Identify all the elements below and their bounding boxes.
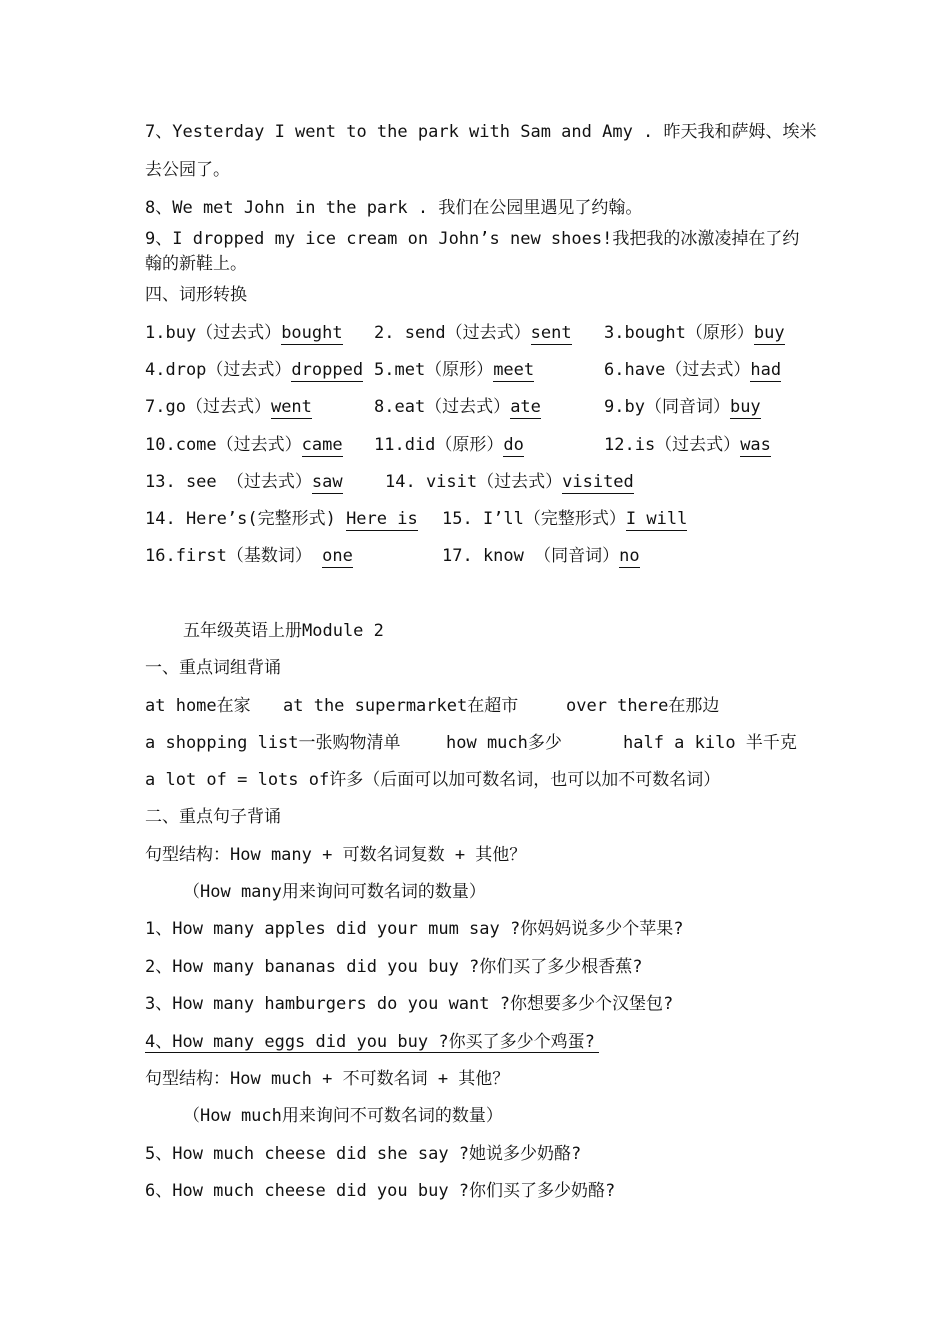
sentence-3: 3、How many hamburgers do you want ?你想要多少个汉堡包?	[145, 994, 674, 1014]
word-form-item	[604, 359, 781, 381]
word-form-prompt: 8.eat（过去式）	[374, 397, 511, 417]
word-form-item	[374, 322, 572, 344]
sentences-heading: 二、重点句子背诵	[145, 807, 281, 827]
word-form-answer: buy	[753, 323, 785, 343]
note-how-much: （How much用来询问不可数名词的数量）	[183, 1106, 503, 1126]
word-form-answer: dropped	[291, 360, 364, 380]
word-form-item	[145, 322, 343, 344]
word-form-answer: sent	[530, 323, 572, 343]
word-form-answer: came	[301, 435, 343, 455]
phrases-heading: 一、重点词组背诵	[145, 658, 281, 678]
word-form-prompt: 6.have（过去式）	[604, 360, 751, 380]
word-form-prompt: 4.drop（过去式）	[145, 360, 292, 380]
word-form-prompt: 17. know （同音词）	[442, 546, 620, 566]
sentence-4	[145, 1031, 599, 1053]
sentence-9-line-1: 9、I dropped my ice cream on John’s new shoes!我把我的冰激凌掉在了约	[145, 229, 800, 249]
sentence-7-line-2: 去公园了。	[145, 160, 230, 180]
word-form-answer: bought	[281, 323, 343, 343]
sentence-7-line-1: 7、Yesterday I went to the park with Sam and Amy . 昨天我和萨姆、埃米	[145, 122, 817, 142]
word-form-answer: meet	[493, 360, 535, 380]
word-form-answer: had	[750, 360, 782, 380]
phrase-item: over there在那边	[566, 696, 720, 716]
word-form-item	[145, 471, 343, 493]
word-form-prompt: 11.did（原形）	[374, 435, 504, 455]
sentence-5: 5、How much cheese did she say ?她说多少奶酪?	[145, 1144, 582, 1164]
phrase-item: how much多少	[446, 733, 562, 753]
word-form-answer: visited	[562, 472, 634, 492]
phrase-item: half a kilo 半千克	[623, 733, 797, 753]
word-form-item	[374, 359, 534, 381]
sentence-8: 8、We met John in the park . 我们在公园里遇见了约翰。	[145, 198, 643, 218]
word-form-item	[145, 545, 353, 567]
word-form-item	[604, 396, 761, 418]
sentence-9-line-2: 翰的新鞋上。	[145, 254, 247, 274]
word-form-prompt: 12.is（过去式）	[604, 435, 741, 455]
word-form-item	[385, 471, 634, 493]
word-form-item	[374, 396, 541, 418]
word-form-answer: Here is	[346, 509, 418, 529]
word-form-answer: do	[503, 435, 524, 455]
word-form-item	[145, 359, 363, 381]
word-form-prompt: 16.first（基数词）	[145, 546, 323, 566]
word-form-item	[145, 434, 343, 456]
word-form-prompt: 3.bought（原形）	[604, 323, 754, 343]
word-form-answer: I will	[625, 509, 688, 529]
word-form-item	[442, 545, 640, 567]
word-form-item	[374, 434, 524, 456]
structure-how-much: 句型结构：How much + 不可数名词 + 其他？	[145, 1069, 510, 1089]
word-form-prompt: 14. visit（过去式）	[385, 472, 563, 492]
word-form-item	[145, 396, 312, 418]
word-form-answer: buy	[729, 397, 761, 417]
sentence-6: 6、How much cheese did you buy ?你们买了多少奶酪?	[145, 1181, 616, 1201]
phrase-item: a lot of = lots of许多（后面可以加可数名词，也可以加不可数名词）	[145, 770, 721, 790]
sentence-4-text: 4、How many eggs did you buy ?你买了多少个鸡蛋?	[145, 1032, 599, 1053]
word-form-prompt: 9.by（同音词）	[604, 397, 730, 417]
word-form-answer: saw	[311, 472, 343, 492]
word-form-item	[604, 434, 771, 456]
word-form-prompt: 2. send（过去式）	[374, 323, 531, 343]
structure-how-many: 句型结构：How many + 可数名词复数 + 其他？	[145, 845, 527, 865]
module-title: 五年级英语上册Module 2	[183, 621, 384, 641]
word-form-prompt: 15. I’ll（完整形式）	[442, 509, 626, 529]
word-form-prompt: 1.buy（过去式）	[145, 323, 282, 343]
word-form-answer: one	[322, 546, 353, 566]
word-form-answer: went	[270, 397, 312, 417]
word-forms-heading: 四、词形转换	[145, 285, 247, 305]
word-form-item	[442, 508, 687, 530]
word-form-answer: was	[740, 435, 771, 455]
sentence-2: 2、How many bananas did you buy ?你们买了多少根香蕉?	[145, 957, 643, 977]
word-form-answer: no	[619, 546, 640, 566]
phrase-item: at home在家	[145, 696, 251, 716]
sentence-1: 1、How many apples did your mum say ?你妈妈说多少个苹果?	[145, 919, 684, 939]
word-form-prompt: 10.come（过去式）	[145, 435, 302, 455]
word-form-answer: ate	[510, 397, 541, 417]
word-form-prompt: 13. see （过去式）	[145, 472, 312, 492]
phrase-item: at the supermarket在超市	[283, 696, 519, 716]
word-form-prompt: 7.go（过去式）	[145, 397, 271, 417]
word-form-prompt: 14. Here’s(完整形式)	[145, 509, 347, 529]
phrase-item: a shopping list一张购物清单	[145, 733, 401, 753]
word-form-prompt: 5.met（原形）	[374, 360, 494, 380]
word-form-item	[145, 508, 418, 530]
word-form-item	[604, 322, 785, 344]
note-how-many: （How many用来询问可数名词的数量）	[183, 882, 486, 902]
